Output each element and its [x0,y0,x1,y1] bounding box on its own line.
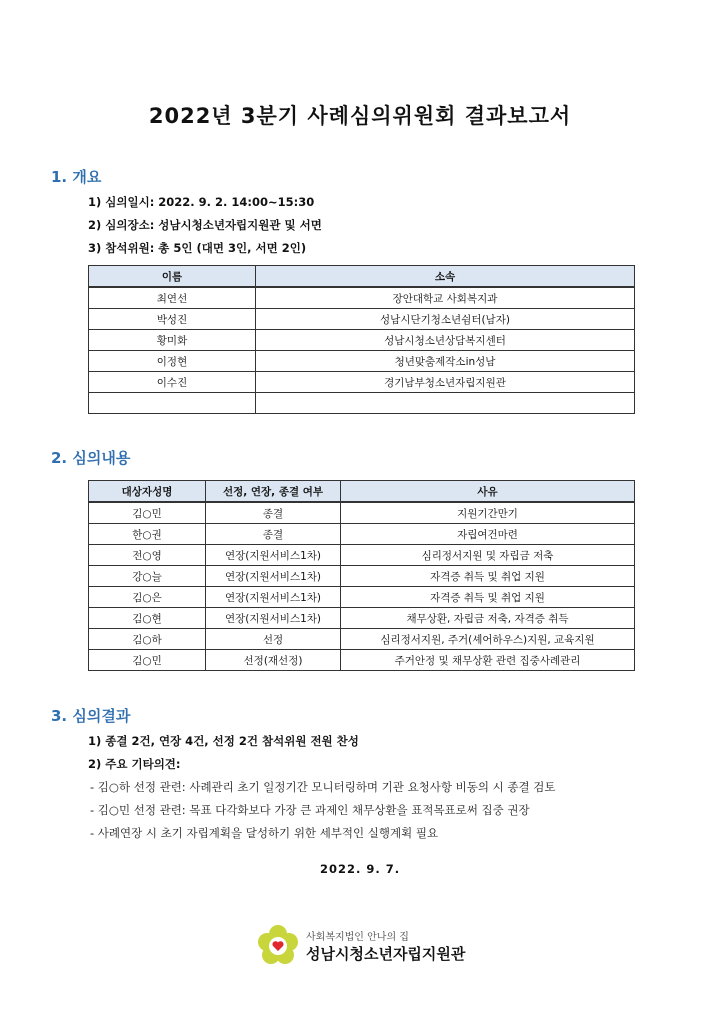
column-header-decision: 선정, 연장, 종결 여부 [206,481,341,503]
attendee-table [88,265,635,414]
table-row [89,309,635,330]
table-row [89,287,635,309]
decision: 종결 [206,524,341,545]
opinion-note: - 사례연장 시 초기 자립계획을 달성하기 위한 세부적인 실행계획 필요 [90,826,439,840]
other-opinions-label: 2) 주요 기타의견: [88,757,181,771]
subject-name: 김○현 [89,608,206,629]
table-row [89,330,635,351]
table-row [89,524,635,545]
section-1-heading: 1. 개요 [51,168,102,186]
result-summary: 1) 종결 2건, 연장 4건, 선정 2건 참석위원 전원 찬성 [88,734,359,748]
table-row [89,608,635,629]
reason: 자립여건마련 [341,524,635,545]
decision: 선정 [206,629,341,650]
table-row [89,372,635,393]
subject-name: 김○민 [89,502,206,524]
table-row [89,502,635,524]
member-name: 이수진 [89,372,256,393]
subject-name: 김○민 [89,650,206,671]
table-row [89,587,635,608]
table-header-row [89,266,635,288]
logo-name: 성남시청소년자립지원관 [306,945,466,963]
table-row [89,351,635,372]
document-title: 2022년 3분기 사례심의위원회 결과보고서 [148,104,572,128]
member-affiliation: 성남시단기청소년쉼터(남자) [256,309,635,330]
decision: 종결 [206,502,341,524]
column-header-affiliation: 소속 [256,266,635,288]
subject-name: 김○은 [89,587,206,608]
subject-name: 한○권 [89,524,206,545]
reason: 주거안정 및 채무상환 관련 집중사례관리 [341,650,635,671]
section-2-heading: 2. 심의내용 [51,449,131,467]
overview-place: 2) 심의장소: 성남시청소년자립지원관 및 서면 [88,218,322,232]
member-name: 박성진 [89,309,256,330]
reason: 심리정서지원, 주거(셰어하우스)지원, 교육지원 [341,629,635,650]
overview-date: 1) 심의일시: 2022. 9. 2. 14:00~15:30 [88,195,315,209]
member-name [89,393,256,414]
reason: 자격증 취득 및 취업 지원 [341,587,635,608]
organization-logo [256,924,496,968]
member-affiliation: 장안대학교 사회복지과 [256,287,635,309]
overview-attendees: 3) 참석위원: 총 5인 (대면 3인, 서면 2인) [88,241,307,255]
opinion-note: - 김○하 선정 관련: 사례관리 초기 일정기간 모니터링하며 기관 요청사항 비동의 시 종결 검토 [90,780,556,794]
flower-heart-icon [256,924,300,968]
subject-name: 전○영 [89,545,206,566]
decision: 선정(재선정) [206,650,341,671]
member-name: 황미화 [89,330,256,351]
column-header-reason: 사유 [341,481,635,503]
reason: 심리정서지원 및 자립금 저축 [341,545,635,566]
decision: 연장(지원서비스1차) [206,608,341,629]
table-row [89,393,635,414]
table-row [89,629,635,650]
member-name: 최연선 [89,287,256,309]
logo-subtitle: 사회복지법인 안나의 집 [306,932,409,943]
decision: 연장(지원서비스1차) [206,545,341,566]
column-header-name: 이름 [89,266,256,288]
report-date: 2022. 9. 7. [319,862,401,876]
subject-name: 김○하 [89,629,206,650]
member-affiliation: 성남시청소년상담복지센터 [256,330,635,351]
reason: 채무상환, 자립금 저축, 자격증 취득 [341,608,635,629]
subject-name: 강○늘 [89,566,206,587]
table-row [89,545,635,566]
member-affiliation: 청년맞춤제작소in성남 [256,351,635,372]
review-table [88,480,635,671]
member-affiliation [256,393,635,414]
opinion-note: - 김○민 선정 관련: 목표 다각화보다 가장 큰 과제인 채무상환을 표적목표로써 집중 권장 [90,803,530,817]
table-row [89,566,635,587]
table-row [89,650,635,671]
table-header-row [89,481,635,503]
decision: 연장(지원서비스1차) [206,566,341,587]
section-3-heading: 3. 심의결과 [51,707,131,725]
reason: 지원기간만기 [341,502,635,524]
member-affiliation: 경기남부청소년자립지원관 [256,372,635,393]
member-name: 이정현 [89,351,256,372]
reason: 자격증 취득 및 취업 지원 [341,566,635,587]
decision: 연장(지원서비스1차) [206,587,341,608]
column-header-subject: 대상자성명 [89,481,206,503]
